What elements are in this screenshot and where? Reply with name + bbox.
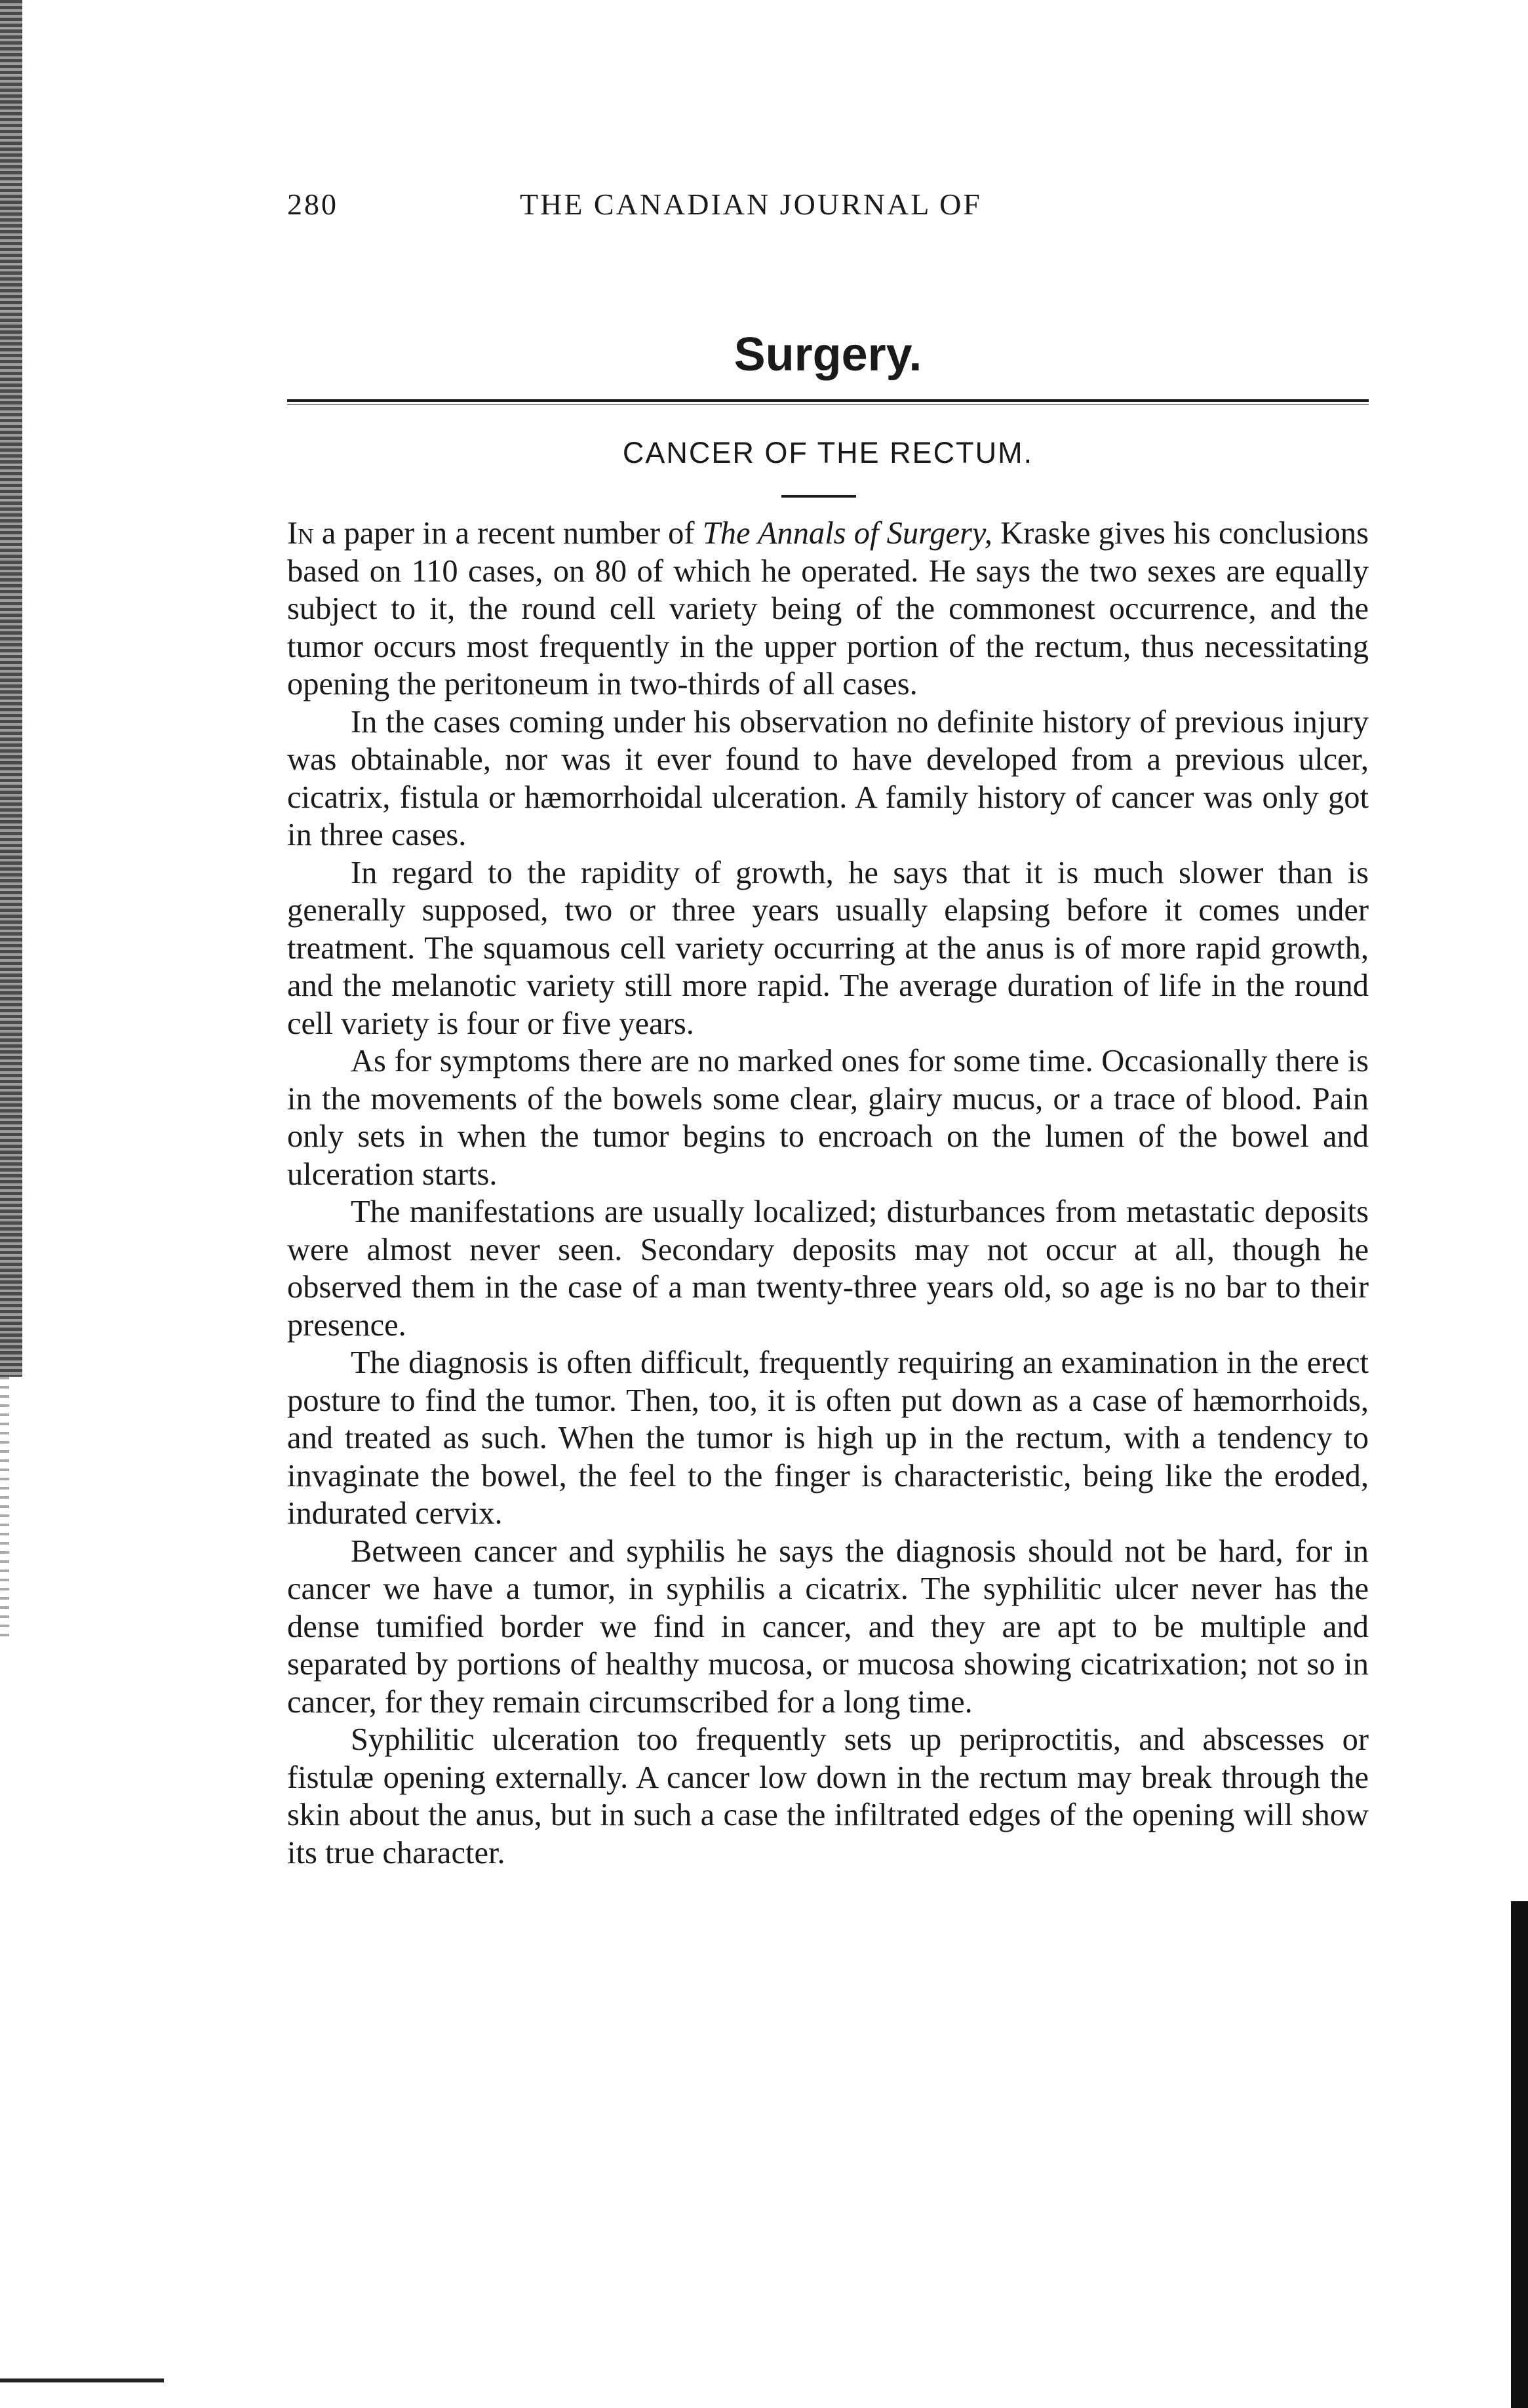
article-title: CANCER OF THE RECTUM. (622, 436, 1034, 469)
paragraph-1-text-before: a paper in a recent number of (313, 516, 703, 551)
section-title: Surgery. (734, 328, 922, 381)
paragraph-7: Between cancer and syphilis he says the diagnosis should not be hard, for in cancer we have a tumor, in syphilis a cicatrix. The syphilitic ulcer never has the dense tumified border we find in cancer, and they are apt to be multiple and separated by portions of healthy mucosa, or mucosa showing cicatrixation; not so in cancer, for they remain circumscribed for a long time. (287, 1533, 1369, 1720)
paragraph-1-text-after: Kraske gives his conclusions based on 110 cases, on 80 of which he operated. He says the two sexes are equally subject to it, the round cell variety being of the commonest occurrence, and the tumor occurs most frequently in the upper portion of the rectum, thus necessitating opening the peritoneum in two-thirds of all cases. (287, 516, 1369, 701)
paragraph-1 (287, 515, 1369, 703)
journal-title: THE CANADIAN JOURNAL OF (520, 188, 982, 221)
page-binding-edge (0, 0, 22, 1377)
title-divider (781, 495, 856, 498)
paragraph-8: Syphilitic ulceration too frequently sets up periproctitis, and abscesses or fistulæ opening externally. A cancer low down in the rectum may break through the skin about the anus, but in such a case the infiltrated edges of the opening will show its true character. (287, 1722, 1369, 1870)
paragraph-5: The manifestations are usually localized; disturbances from metastatic deposits were almost never seen. Secondary deposits may not occur at all, though he observed them in the case of a man twenty-three years old, so age is no bar to their presence. (287, 1194, 1369, 1343)
paragraph-3: In regard to the rapidity of growth, he says that it is much slower than is generally supposed, two or three years usually elapsing before it comes under treatment. The squamous cell variety occurring at the anus is of more rapid growth, and the melanotic variety still more rapid. The average duration of life in the round cell variety is four or five years. (287, 855, 1369, 1041)
paragraph-4: As for symptoms there are no marked ones for some time. Occasionally there is in the movements of the bowels some clear, glairy mucus, or a trace of blood. Pain only sets in when the tumor begins to encroach on the lumen of the bowel and ulceration starts. (287, 1044, 1369, 1192)
page-number: 280 (287, 188, 338, 221)
lead-in-word: In (287, 516, 314, 551)
running-header (287, 187, 1369, 226)
paragraph-6: The diagnosis is often difficult, frequently requiring an examination in the erect posture to find the tumor. Then, too, it is often put down as a case of hæmorrhoids, and treated as such. When the tumor is high up in the rectum, with a tendency to invaginate the bowel, the feel to the finger is characteristic, being like the eroded, indurated cervix. (287, 1345, 1369, 1531)
journal-reference: The Annals of Surgery, (702, 516, 992, 551)
bottom-edge-rule (0, 2378, 164, 2382)
article-body (287, 515, 1369, 1872)
paragraph-2: In the cases coming under his observation no definite history of previous injury was obtainable, nor was it ever found to have developed from a previous ulcer, cicatrix, fistula or hæmorrhoidal ulceration. A family history of cancer was only got in three cases. (287, 704, 1369, 852)
page-binding-shadow (0, 1377, 9, 1639)
page-right-edge-shadow (1511, 1901, 1528, 2408)
section-divider (287, 399, 1369, 405)
